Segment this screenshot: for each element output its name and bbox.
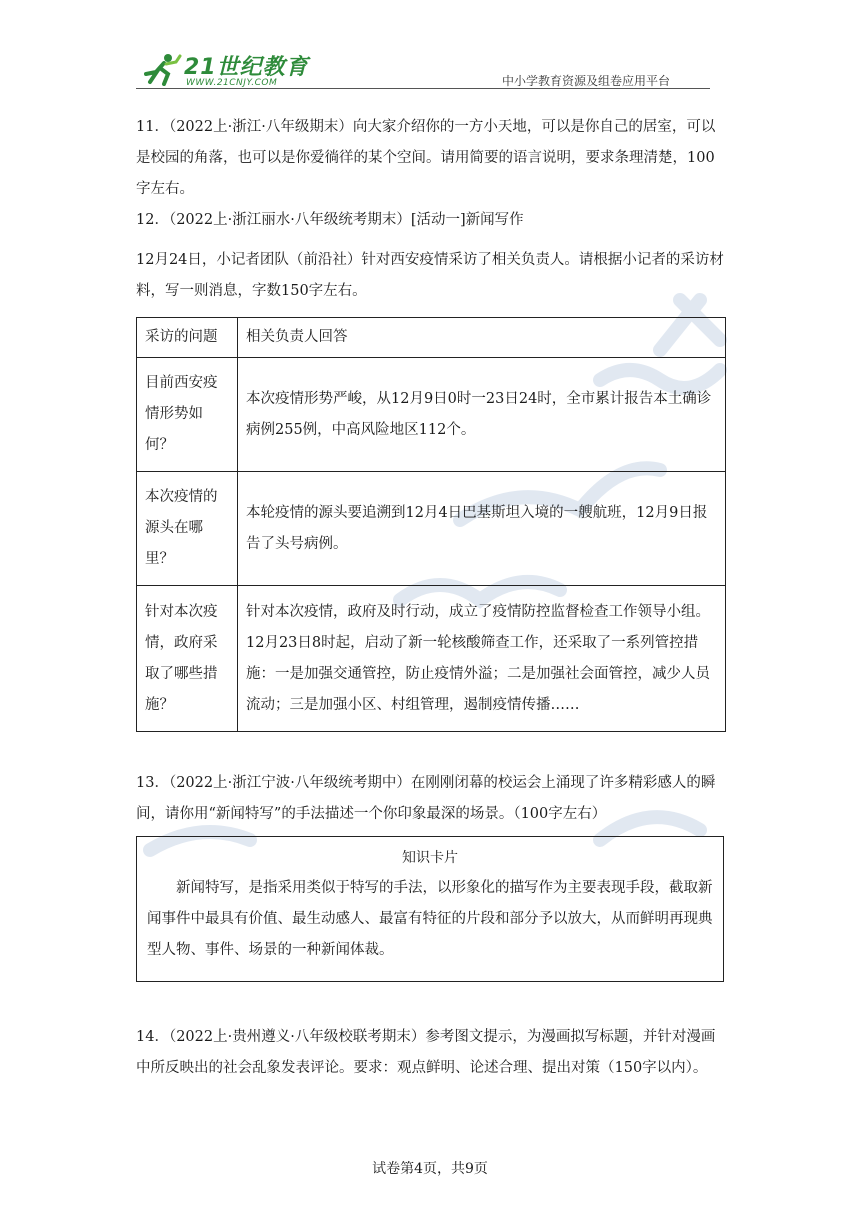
question-cell: 本次疫情的源头在哪里？ — [137, 472, 238, 586]
table-row — [137, 472, 726, 586]
question-14: 14．（2022上·贵州遵义·八年级校联考期末）参考图文提示，为漫画拟写标题，并针对漫画中所反映出的社会乱象发表评论。要求：观点鲜明、论述合理、提出对策（150字以内）。 — [136, 1029, 716, 1076]
header-divider — [136, 88, 710, 89]
question-cell: 针对本次疫情，政府采取了哪些措施？ — [137, 586, 238, 732]
page-footer: 试卷第4页，共9页 — [372, 1161, 488, 1177]
table-row — [137, 358, 726, 472]
runner-logo-icon — [142, 52, 182, 86]
table-header-row — [137, 318, 726, 358]
logo — [136, 44, 336, 88]
question-13: 13．（2022上·浙江宁波·八年级统考期中）在刚刚闭幕的校运会上涌现了许多精彩感人的瞬间，请你用“新闻特写”的手法描述一个你印象最深的场景。（100字左右） — [136, 775, 716, 822]
answer-cell: 本次疫情形势严峻，从12月9日0时一23日24时，全市累计报告本土确诊病例255例，中高风险地区112个。 — [238, 358, 726, 472]
page-header — [136, 40, 710, 90]
question-11: 11．（2022上·浙江·八年级期末）向大家介绍你的一方小天地，可以是你自己的居室，可以是校园的角落，也可以是你爱徜徉的某个空间。请用简要的语言说明，要求条理清楚，100字左右。 — [136, 119, 716, 197]
question-12-intro: 12月24日，小记者团队（前沿社）针对西安疫情采访了相关负责人。请根据小记者的采访材料，写一则消息，字数150字左右。 — [136, 252, 724, 299]
question-12-title: 12．（2022上·浙江丽水·八年级统考期末）[活动一]新闻写作 — [136, 212, 524, 228]
logo-text: 21世纪教育 — [184, 55, 309, 80]
interview-table — [136, 317, 726, 732]
answer-cell: 本轮疫情的源头要追溯到12月4日巴基斯坦入境的一艘航班，12月9日报告了头号病例。 — [238, 472, 726, 586]
answer-cell: 针对本次疫情，政府及时行动，成立了疫情防控监督检查工作领导小组。12月23日8时起，启动了新一轮核酸筛查工作，还采取了一系列管控措施：一是加强交通管控，防止疫情外溢；二是加强社会面管控，减少人员流动；三是加强小区、村组管理，遏制疫情传播…… — [238, 586, 726, 732]
table-header-cell: 采访的问题 — [137, 318, 238, 358]
question-cell: 目前西安疫情形势如何？ — [137, 358, 238, 472]
logo-url: WWW.21CNJY.COM — [186, 78, 278, 88]
platform-name: 中小学教育资源及组卷应用平台 — [501, 74, 670, 88]
table-row — [137, 586, 726, 732]
card-body: 新闻特写，是指采用类似于特写的手法，以形象化的描写作为主要表现手段，截取新闻事件中最具有价值、最生动感人、最富有特征的片段和部分予以放大，从而鲜明再现典型人物、事件、场景的一种新闻体裁。 — [147, 880, 713, 958]
card-title: 知识卡片 — [402, 850, 458, 866]
table-header-cell: 相关负责人回答 — [238, 318, 726, 358]
knowledge-card — [136, 836, 724, 982]
